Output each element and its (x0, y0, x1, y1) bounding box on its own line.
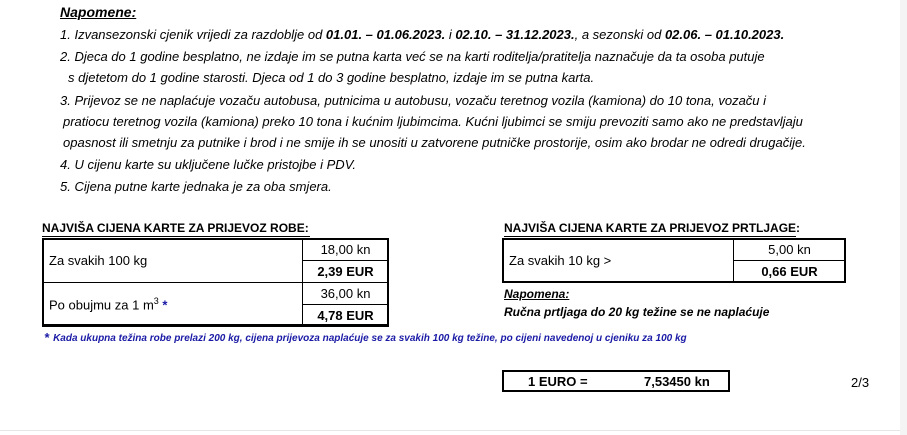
footnote (44, 330, 687, 345)
luggage-row-label: Za svakih 10 kg > (503, 239, 734, 283)
table-row (503, 239, 846, 283)
offseason-period-1: 01.01. – 01.06.2023. (325, 27, 446, 42)
goods-row-price (303, 239, 389, 283)
viewer-background (900, 0, 907, 435)
price-kn: 18,00 kn (320, 242, 371, 257)
note-4: 4. U cijenu karte su uključene lučke pristojbe i PDV. (60, 157, 357, 172)
note-3-line-1: 3. Prijevoz se ne naplaćuje vozaču autobusa, putnicima u autobusu, vozaču teretnog vozila (kamiona) do 10 tona, vozaču i (60, 93, 767, 108)
luggage-price-table (502, 238, 846, 283)
goods-row-label: Za svakih 100 kg (43, 239, 303, 283)
goods-title: NAJVIŠA CIJENA KARTE ZA PRIJEVOZ ROBE: (42, 221, 309, 235)
footnote-text: Kada ukupna težina robe prelazi 200 kg, cijena prijevoza naplaćuje se za svakih 100 kg težine, po cijeni navedenoj u cjeniku za 100 kg (53, 333, 687, 344)
note-3-line-3: opasnost ili smetnju za putnike i brod i ne smije ih se unositi u zatvorene putničke prostorije, osim ako brodar ne odredi drugačije. (63, 135, 806, 150)
luggage-title: NAJVIŠA CIJENA KARTE ZA PRIJEVOZ PRTLJAGE: (504, 221, 801, 235)
price-kn: 5,00 kn (768, 242, 811, 257)
exchange-rate-label: 1 EURO = (528, 374, 588, 389)
note-2-line-1: 2. Djeca do 1 godine besplatno, ne izdaje im se putna karta već se na karti roditelja/pratitelja naznačuje da ta osoba putuje (60, 49, 765, 64)
note-3-line-2: pratiocu teretnog vozila (kamiona) preko 10 tona i kućnim ljubimcima. Kućni ljubimci se smiju prevoziti samo ako ne predstavljaju (63, 114, 803, 129)
exchange-rate-box (502, 370, 730, 392)
note-1: 1. Izvansezonski cjenik vrijedi za razdoblje od 01.01. – 01.06.2023. i 02.10. – 31.12.2023., a sezonski od 02.06. – 01.10.2023. (60, 27, 785, 42)
footnote-star: * (162, 297, 168, 313)
note-5: 5. Cijena putne karte jednaka je za oba smjera. (60, 179, 332, 194)
goods-row-label: Po obujmu za 1 $m^3$ * (43, 283, 303, 327)
footnote-star: * (44, 330, 50, 345)
table-row (43, 239, 389, 283)
price-eur: 4,78 EUR (303, 304, 388, 326)
notes-title: Napomene: (60, 4, 137, 20)
luggage-row-price (734, 239, 846, 283)
luggage-note-text: Ručna prtljaga do 20 kg težine se ne naplaćuje (504, 305, 770, 319)
luggage-note-title: Napomena: (504, 287, 570, 301)
offseason-period-2: 02.10. – 31.12.2023. (455, 27, 575, 42)
goods-row-price (303, 283, 389, 327)
price-kn: 36,00 kn (320, 286, 371, 301)
exchange-rate-value: 7,53450 kn (644, 374, 710, 389)
goods-price-table (42, 238, 389, 327)
note-2-line-2: s djetetom do 1 godine starosti. Djeca od 1 do 3 godine besplatno, izdaje im se putna karta. (68, 70, 595, 85)
page-number: 2/3 (851, 375, 870, 390)
season-period: 02.06. – 01.10.2023. (664, 27, 785, 42)
price-eur: 0,66 EUR (734, 260, 845, 282)
price-eur: 2,39 EUR (303, 260, 388, 282)
table-row (43, 283, 389, 327)
